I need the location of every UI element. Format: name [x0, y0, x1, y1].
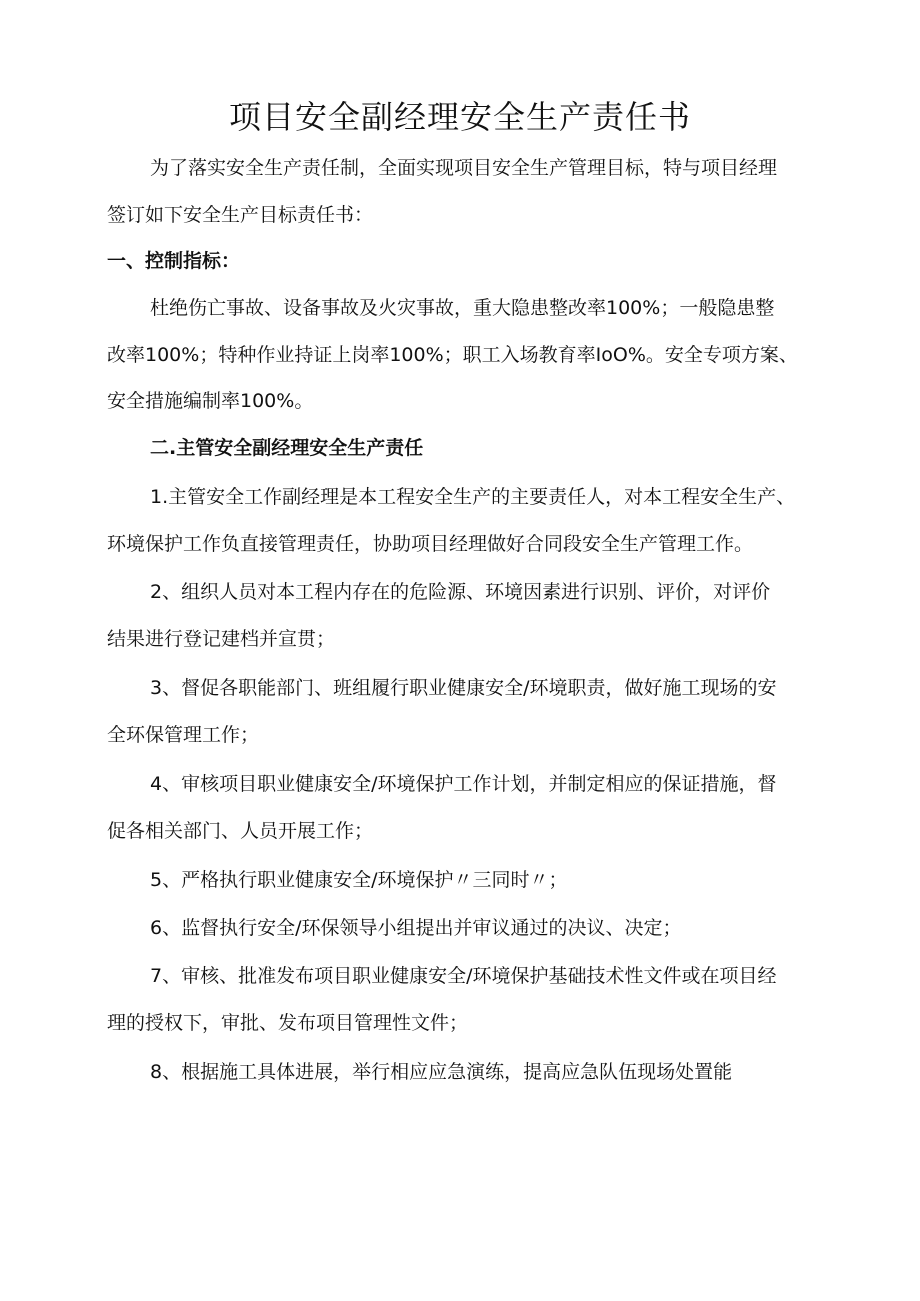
- item-4-line-1: 4、审核项目职业健康安全/环境保护工作计划，并制定相应的保证措施，督: [150, 773, 777, 795]
- intro-line-1: 为了落实安全生产责任制，全面实现项目安全生产管理目标，特与项目经理: [150, 157, 778, 179]
- section1-line-3: 安全措施编制率100%。: [107, 390, 314, 412]
- section1-line-2: 改率100%；特种作业持证上岗率100%；职工入场教育率IoO%。安全专项方案、: [107, 344, 798, 366]
- item-1-line-2: 环境保护工作负直接管理责任，协助项目经理做好合同段安全生产管理工作。: [107, 533, 754, 555]
- document-title: 项目安全副经理安全生产责任书: [228, 98, 691, 136]
- item-3-line-1: 3、督促各职能部门、班组履行职业健康安全/环境职责，做好施工现场的安: [150, 677, 777, 699]
- item-4-line-2: 促各相关部门、人员开展工作；: [107, 820, 374, 842]
- section2-heading: 二.主管安全副经理安全生产责任: [150, 437, 424, 459]
- section1-line-1: 杜绝伤亡事故、设备事故及火灾事故，重大隐患整改率100%；一般隐患整: [150, 297, 775, 319]
- item-3-line-2: 全环保管理工作；: [107, 724, 260, 746]
- item-5-line-1: 5、严格执行职业健康安全/环境保护〃三同时〃；: [150, 869, 568, 891]
- item-7-line-2: 理的授权下，审批、发布项目管理性文件；: [107, 1012, 469, 1034]
- item-2-line-2: 结果进行登记建档并宣贯；: [107, 628, 336, 650]
- item-8-line-1: 8、根据施工具体进展，举行相应应急演练，提高应急队伍现场处置能: [150, 1061, 733, 1083]
- item-6-line-1: 6、监督执行安全/环保领导小组提出并审议通过的决议、决定；: [150, 917, 682, 939]
- section1-heading: 一、控制指标：: [107, 250, 241, 272]
- intro-line-2: 签订如下安全生产目标责任书：: [107, 204, 374, 226]
- item-2-line-1: 2、组织人员对本工程内存在的危险源、环境因素进行识别、评价，对评价: [150, 581, 771, 603]
- item-1-line-1: 1.主管安全工作副经理是本工程安全生产的主要责任人，对本工程安全生产、: [150, 486, 796, 508]
- item-7-line-1: 7、审核、批准发布项目职业健康安全/环境保护基础技术性文件或在项目经: [150, 965, 777, 987]
